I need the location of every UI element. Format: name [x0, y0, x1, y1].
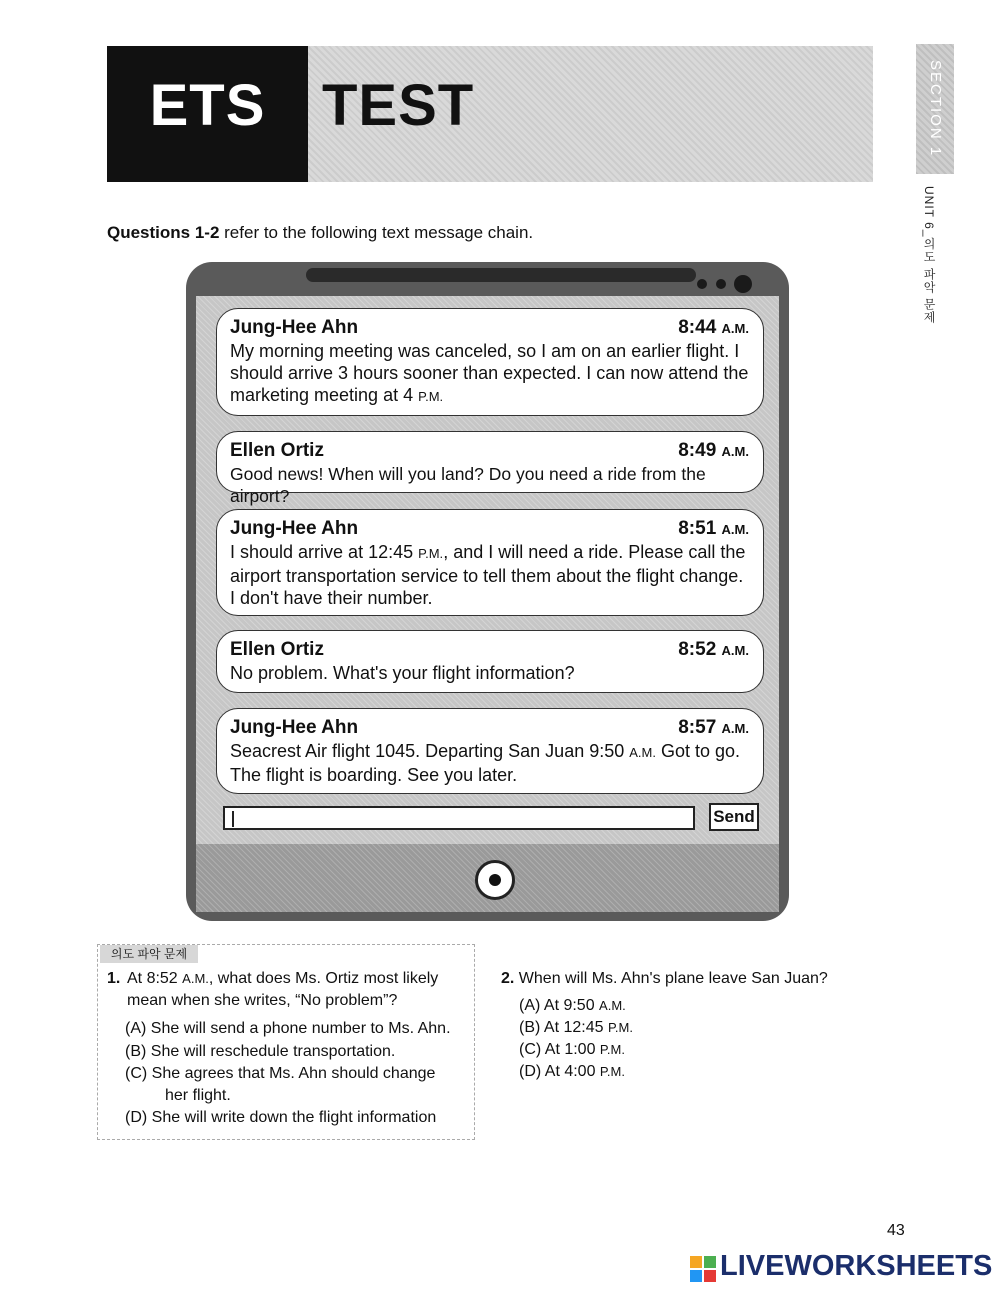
home-button-icon: [489, 874, 501, 886]
liveworksheets-logo-icon: [690, 1256, 716, 1282]
message-text: Good news! When will you land? Do you need a ride from the airport?: [230, 464, 706, 506]
message-sender: Jung-Hee Ahn: [230, 317, 359, 338]
header-ets: ETS: [149, 73, 266, 138]
question-2-option[interactable]: (A) At 9:50 A.M.: [519, 997, 626, 1014]
message-bubble: [216, 308, 764, 416]
message-text: My morning meeting was canceled, so I am on an earlier flight. I should arrive 3 hours sooner than expected. I can now attend the marketing meeting at 4 P.M.: [230, 341, 749, 405]
page-number: 43: [887, 1222, 905, 1239]
message-time: 8:51 A.M.: [678, 518, 749, 539]
message-sender: Ellen Ortiz: [230, 639, 324, 660]
message-bubble: [216, 708, 764, 794]
message-bubble: [216, 509, 764, 616]
message-sender: Ellen Ortiz: [230, 440, 324, 461]
text-caret: [232, 811, 234, 827]
question-1-option[interactable]: (A) She will send a phone number to Ms. Ahn.: [125, 1020, 451, 1037]
question-1-stem: 1. At 8:52 A.M., what does Ms. Ortiz most likely mean when she writes, “No problem”?: [107, 970, 439, 1009]
intro-bold: Questions 1-2: [107, 223, 220, 242]
message-sender: Jung-Hee Ahn: [230, 717, 359, 738]
question-2-option[interactable]: (C) At 1:00 P.M.: [519, 1041, 625, 1058]
question-2: [501, 968, 861, 990]
intro-rest: refer to the following text message chain.: [219, 223, 534, 242]
question-2-option[interactable]: (B) At 12:45 P.M.: [519, 1019, 633, 1036]
message-time: 8:57 A.M.: [678, 717, 749, 738]
camera-icon: [734, 275, 752, 293]
questions-intro: [107, 223, 533, 243]
question-1: [107, 968, 467, 1012]
section-tab-label: SECTION 1: [927, 60, 944, 158]
liveworksheets-brand[interactable]: LIVEWORKSHEETS: [720, 1250, 993, 1282]
message-input[interactable]: [223, 806, 695, 830]
question-1-option[interactable]: (C) She agrees that Ms. Ahn should change her flight.: [125, 1065, 436, 1104]
message-time: 8:49 A.M.: [678, 440, 749, 461]
message-bubble: [216, 630, 764, 693]
message-bubble: [216, 431, 764, 506]
camera-dot-icon: [716, 279, 726, 289]
unit-label: UNIT 6_의도 파악 문제: [922, 186, 936, 325]
question-2-number: 2.: [501, 970, 515, 987]
question-2-option[interactable]: (D) At 4:00 P.M.: [519, 1063, 625, 1080]
message-sender: Jung-Hee Ahn: [230, 518, 359, 539]
camera-dot-icon: [697, 279, 707, 289]
question-2-stem: When will Ms. Ahn's plane leave San Juan?: [518, 970, 828, 987]
send-button[interactable]: Send: [709, 803, 759, 831]
message-text: No problem. What's your flight information?: [230, 663, 575, 683]
question-type-tag: 의도 파악 문제: [100, 945, 198, 963]
question-1-option[interactable]: (B) She will reschedule transportation.: [125, 1043, 396, 1060]
message-time: 8:44 A.M.: [678, 317, 749, 338]
message-text: Seacrest Air flight 1045. Departing San Juan 9:50 A.M. Got to go. The flight is boarding. See you later.: [230, 741, 741, 785]
phone-speaker: [306, 268, 696, 282]
header-test: TEST: [322, 73, 475, 138]
message-time: 8:52 A.M.: [678, 639, 749, 660]
message-text: I should arrive at 12:45 P.M., and I will need a ride. Please call the airport transportation service to tell them about the flight change. I don't have their number.: [230, 542, 746, 608]
question-1-option[interactable]: (D) She will write down the flight information: [125, 1109, 437, 1126]
